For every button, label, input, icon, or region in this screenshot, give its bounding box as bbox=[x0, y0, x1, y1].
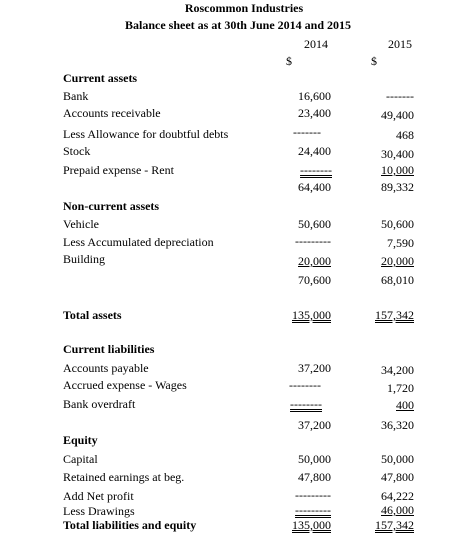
prepaid-2015: 10,000 bbox=[381, 163, 414, 177]
year-2014-heading: 2014 bbox=[304, 37, 328, 51]
drawings-2015: 46,000 bbox=[381, 503, 414, 517]
current-liabilities-total-2014: 37,200 bbox=[298, 418, 331, 432]
prepaid-label: Prepaid expense - Rent bbox=[63, 163, 174, 177]
stock-2015: 30,400 bbox=[381, 147, 414, 161]
depreciation-2014: --------- bbox=[295, 234, 331, 248]
prepaid-2014: -------- bbox=[300, 163, 332, 177]
bank-label: Bank bbox=[63, 89, 89, 103]
accounts-payable-2015: 34,200 bbox=[381, 363, 414, 377]
current-assets-heading: Current assets bbox=[63, 71, 138, 85]
retained-earnings-label: Retained earnings at beg. bbox=[63, 470, 185, 484]
bank-overdraft-2014: -------- bbox=[290, 397, 322, 411]
net-profit-2015: 64,222 bbox=[381, 489, 414, 503]
current-liabilities-total-2015: 36,320 bbox=[381, 418, 414, 432]
depreciation-2015: 7,590 bbox=[387, 236, 414, 250]
vehicle-2014: 50,600 bbox=[298, 217, 331, 231]
allowance-2014: ------- bbox=[293, 125, 321, 139]
bank-2015: ------- bbox=[386, 89, 414, 103]
accounts-receivable-2015: 49,400 bbox=[381, 108, 414, 122]
retained-earnings-2014: 47,800 bbox=[298, 470, 331, 484]
sheet-title: Balance sheet as at 30th June 2014 and 2015 bbox=[124, 18, 352, 32]
drawings-label: Less Drawings bbox=[63, 504, 135, 518]
total-assets-2015: 157,342 bbox=[375, 308, 414, 322]
currency-2014: $ bbox=[286, 54, 292, 68]
drawings-2014: --------- bbox=[295, 503, 331, 517]
allowance-label: Less Allowance for doubtful debts bbox=[63, 127, 229, 141]
current-liabilities-heading: Current liabilities bbox=[63, 342, 155, 356]
building-2015: 20,000 bbox=[381, 254, 414, 268]
company-name: Roscommon Industries bbox=[184, 1, 304, 15]
total-liabilities-equity-label: Total liabilities and equity bbox=[63, 518, 197, 532]
non-current-assets-heading: Non-current assets bbox=[63, 199, 160, 213]
building-label: Building bbox=[63, 252, 106, 266]
capital-2015: 50,000 bbox=[381, 452, 414, 466]
depreciation-label: Less Accumulated depreciation bbox=[63, 235, 214, 249]
total-assets-label: Total assets bbox=[63, 308, 122, 322]
accounts-payable-label: Accounts payable bbox=[63, 361, 149, 375]
non-current-total-2014: 70,600 bbox=[298, 273, 331, 287]
non-current-total-2015: 68,010 bbox=[381, 273, 414, 287]
total-liabilities-equity-2015: 157,342 bbox=[375, 518, 414, 532]
retained-earnings-2015: 47,800 bbox=[381, 470, 414, 484]
stock-2014: 24,400 bbox=[298, 144, 331, 158]
year-2015-heading: 2015 bbox=[388, 37, 412, 51]
bank-overdraft-label: Bank overdraft bbox=[63, 397, 136, 411]
accounts-receivable-label: Accounts receivable bbox=[63, 106, 161, 120]
currency-2015: $ bbox=[371, 54, 377, 68]
equity-heading: Equity bbox=[63, 433, 98, 447]
stock-label: Stock bbox=[63, 144, 91, 158]
building-2014: 20,000 bbox=[298, 254, 331, 268]
total-assets-2014: 135,000 bbox=[292, 308, 331, 322]
accrued-wages-label: Accrued expense - Wages bbox=[63, 378, 187, 392]
capital-label: Capital bbox=[63, 452, 98, 466]
vehicle-2015: 50,600 bbox=[381, 217, 414, 231]
net-profit-label: Add Net profit bbox=[63, 489, 134, 503]
capital-2014: 50,000 bbox=[298, 452, 331, 466]
bank-2014: 16,600 bbox=[298, 89, 331, 103]
accounts-receivable-2014: 23,400 bbox=[298, 106, 331, 120]
current-assets-total-2014: 64,400 bbox=[298, 180, 331, 194]
net-profit-2014: --------- bbox=[295, 488, 331, 502]
accrued-wages-2015: 1,720 bbox=[387, 381, 414, 395]
current-assets-total-2015: 89,332 bbox=[381, 180, 414, 194]
bank-overdraft-2015: 400 bbox=[396, 398, 414, 412]
accrued-wages-2014: -------- bbox=[289, 378, 321, 392]
total-liabilities-equity-2014: 135,000 bbox=[292, 518, 331, 532]
vehicle-label: Vehicle bbox=[63, 217, 99, 231]
accounts-payable-2014: 37,200 bbox=[298, 361, 331, 375]
allowance-2015: 468 bbox=[396, 128, 414, 142]
